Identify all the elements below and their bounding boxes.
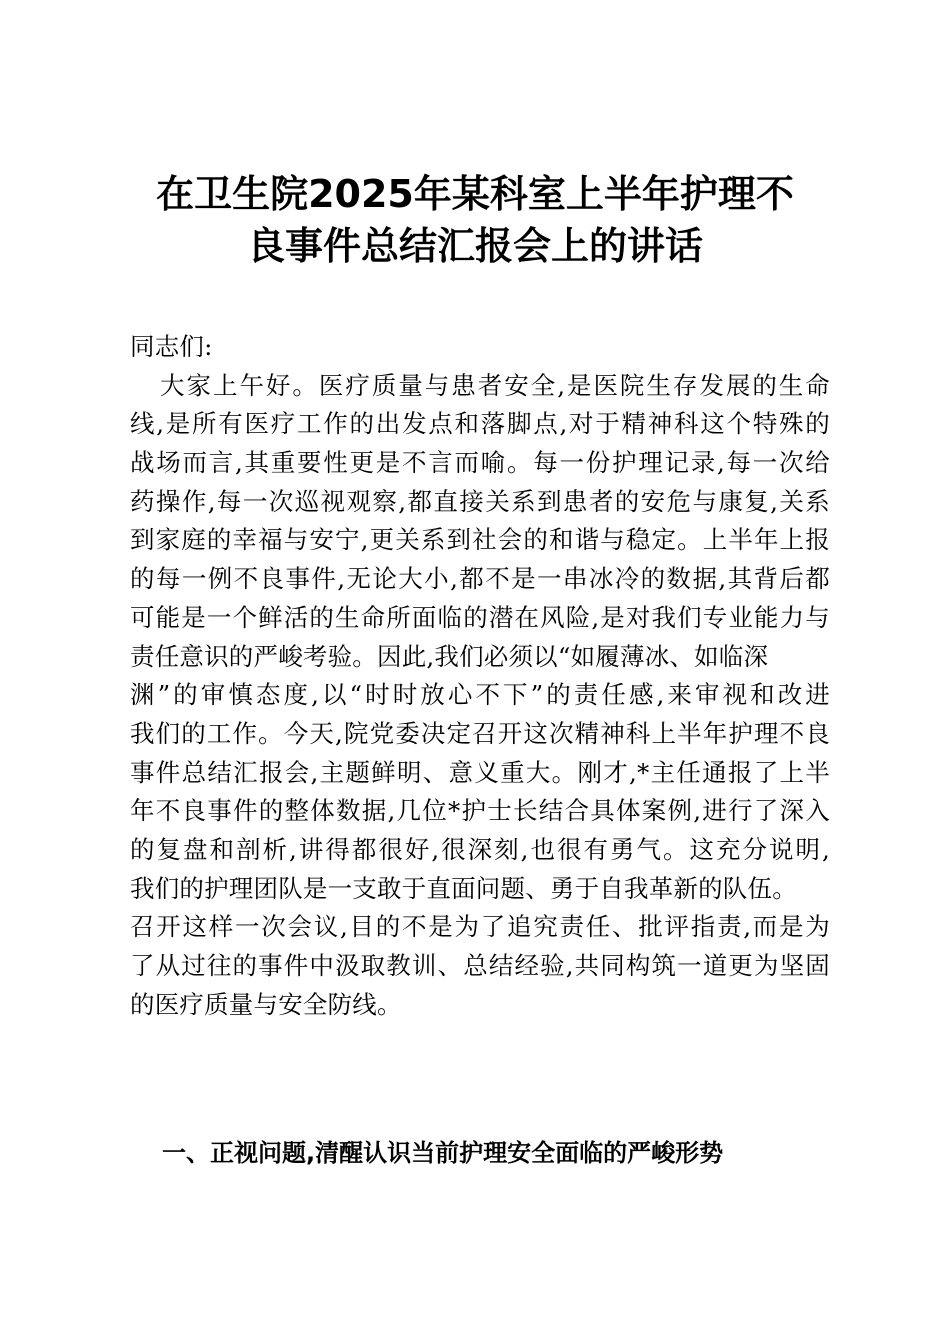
paragraph-line: 了从过往的事件中汲取教训、总结经验,共同构筑一道更为坚固 [130,951,830,980]
paragraph-line: 的医疗质量与安全防线。 [130,989,402,1019]
document-title [100,168,850,272]
opening-paragraph [130,367,830,1025]
paragraph-line: 年不良事件的整体数据,几位*护士长结合具体案例,进行了深入 [130,796,830,826]
salutation: 同志们: [130,332,213,361]
paragraph-line: 责任意识的严峻考验。因此,我们必须以“如履薄冰、如临深 [130,641,769,671]
paragraph-line: 大家上午好。医疗质量与患者安全,是医院生存发展的生命 [160,370,830,400]
paragraph-line: 线,是所有医疗工作的出发点和落脚点,对于精神科这个特殊的 [130,409,830,439]
section-heading: 一、正视问题,清醒认识当前护理安全面临的严峻形势 [162,1139,724,1167]
paragraph-line: 的每一例不良事件,无论大小,都不是一串冰冷的数据,其背后都 [130,564,830,594]
paragraph-line: 我们的工作。今天,院党委决定召开这次精神科上半年护理不良 [130,718,830,748]
paragraph-line: 可能是一个鲜活的生命所面临的潜在风险,是对我们专业能力与 [130,602,830,632]
paragraph-line: 药操作,每一次巡视观察,都直接关系到患者的安危与康复,关系 [130,486,830,516]
paragraph-line: 渊”的审慎态度,以“时时放心不下”的责任感,来审视和改进 [130,680,830,710]
document-body [130,328,830,1024]
paragraph-line: 我们的护理团队是一支敢于直面问题、勇于自我革新的队伍。 [130,873,797,903]
title-line-2: 良事件总结汇报会上的讲话 [246,224,703,268]
paragraph-line: 召开这样一次会议,目的不是为了追究责任、批评指责,而是为 [130,912,830,942]
paragraph-line: 到家庭的幸福与安宁,更关系到社会的和谐与稳定。上半年上报 [130,525,830,555]
paragraph-line: 事件总结汇报会,主题鲜明、意义重大。刚才,*主任通报了上半 [130,757,830,787]
paragraph-line: 战场而言,其重要性更是不言而喻。每一份护理记录,每一次给 [130,448,830,478]
title-line-1: 在卫生院2025年某科室上半年护理不 [156,172,794,216]
paragraph-line: 的复盘和剖析,讲得都很好,很深刻,也很有勇气。这充分说明, [130,834,830,864]
